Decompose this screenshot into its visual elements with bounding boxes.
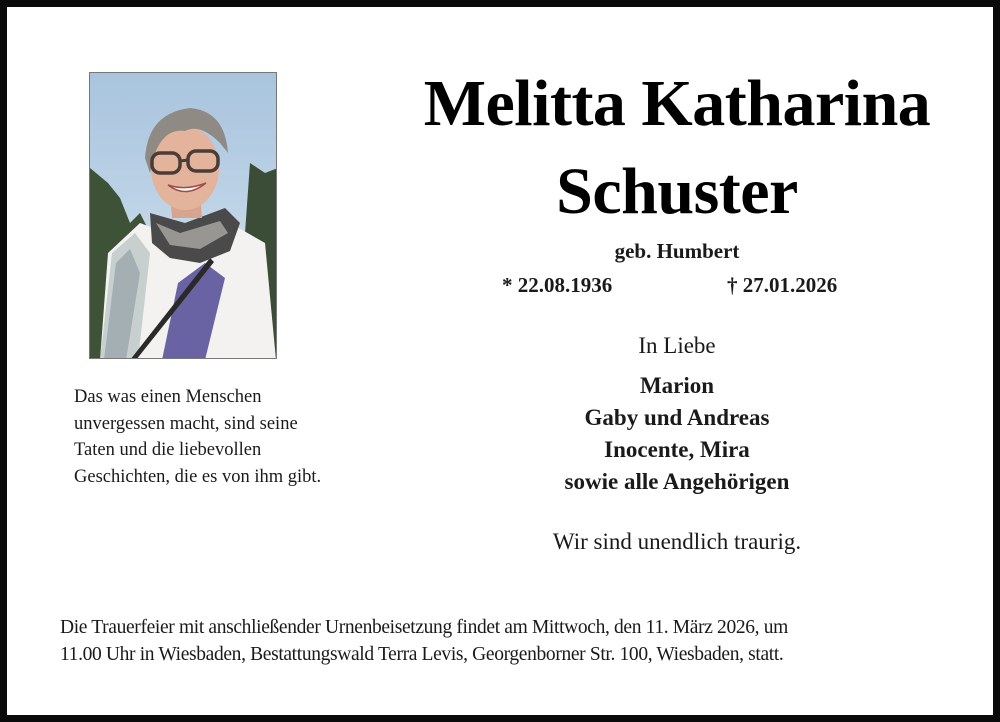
- quote-line: Taten und die liebevollen: [74, 440, 262, 460]
- portrait-photo: [89, 72, 277, 359]
- announcement-line: Die Trauerfeier mit anschließender Urnenbeisetzung findet am Mittwoch, den 11. März 2026, um: [60, 617, 788, 638]
- memorial-quote: [74, 384, 394, 490]
- deceased-first-names: Melitta Katharina: [423, 67, 931, 140]
- announcement-line: 11.00 Uhr in Wiesbaden, Bestattungswald Terra Levis, Georgenborner Str. 100, Wiesbaden, statt.: [60, 644, 784, 665]
- mourner-name: Gaby und Andreas: [584, 405, 770, 430]
- mourner-name: sowie alle Angehörigen: [564, 469, 790, 494]
- quote-line: Geschichten, die es von ihm gibt.: [74, 466, 322, 487]
- quote-line: unvergessen macht, sind seine: [74, 413, 298, 434]
- mourners-intro: In Liebe: [638, 333, 716, 358]
- quote-line: Das was einen Menschen: [74, 387, 262, 407]
- mourner-name: Marion: [639, 373, 715, 398]
- closing-line: Wir sind unendlich traurig.: [552, 529, 802, 554]
- deceased-last-name: Schuster: [556, 155, 798, 228]
- mourner-name: Inocente, Mira: [604, 437, 750, 462]
- maiden-name: geb. Humbert: [614, 239, 740, 263]
- birth-date: * 22.08.1936: [502, 273, 613, 297]
- mourners-list: [477, 370, 877, 498]
- death-date: † 27.01.2026: [727, 273, 838, 297]
- funeral-announcement: [60, 614, 970, 668]
